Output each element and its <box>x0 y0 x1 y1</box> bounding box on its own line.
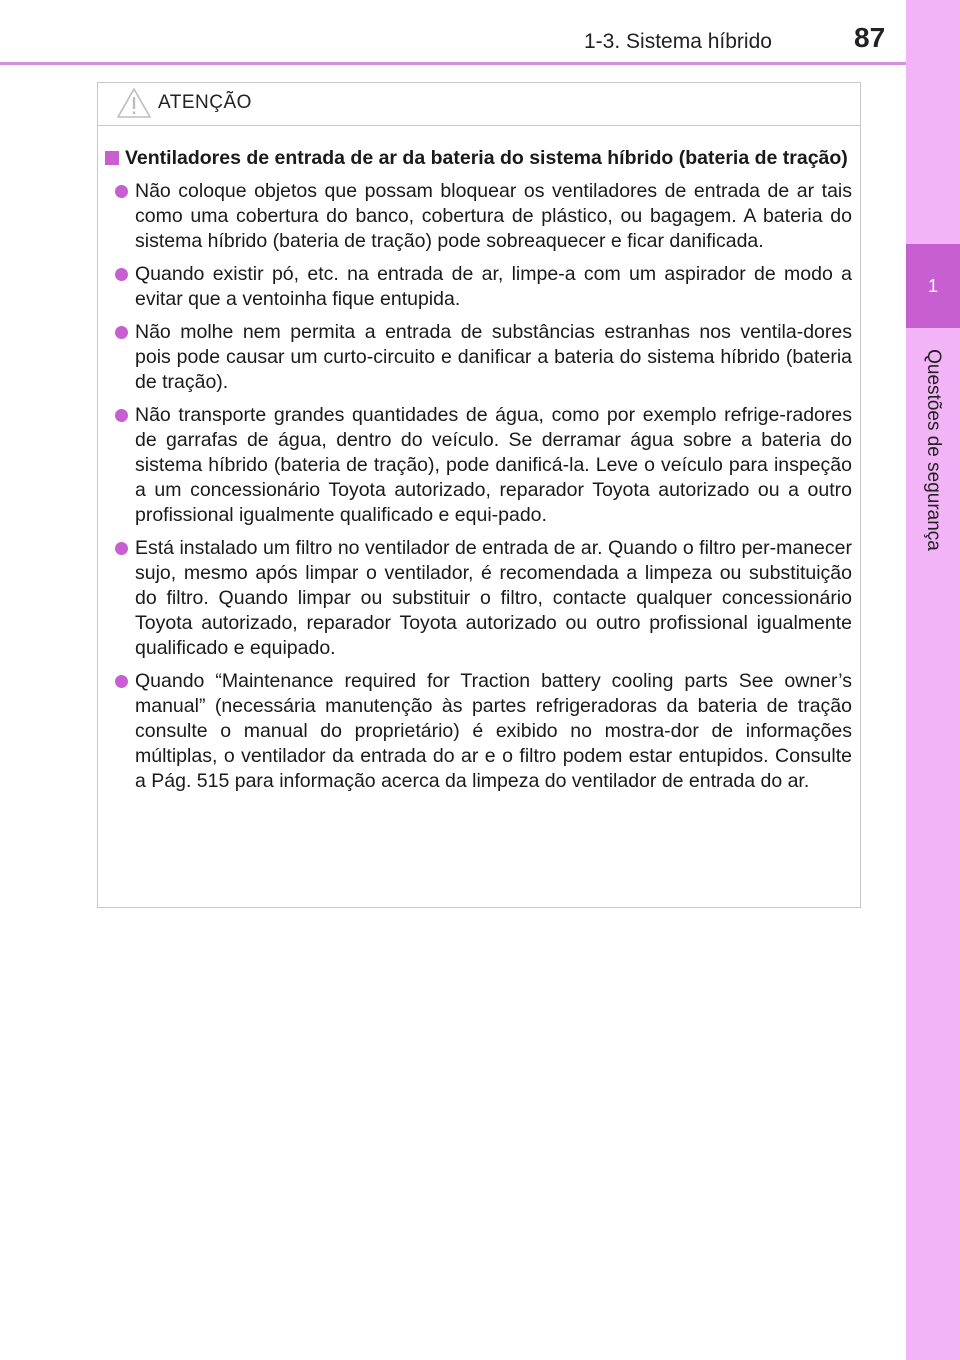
round-bullet-icon <box>115 675 128 688</box>
round-bullet-icon <box>115 185 128 198</box>
list-item <box>105 320 852 395</box>
warning-box <box>97 82 861 908</box>
list-item-text: Está instalado um filtro no ventilador de entrada de ar. Quando o filtro per-manecer sujo, mesmo após limpar o ventilador, é recomendada a limpeza ou substituição do filtro. Quando limpar ou substituir o filtro, contacte qualquer concessionário Toyota autorizado, reparador Toyota autorizado ou outro profissional igualmente qualificado e equipado. <box>135 537 852 659</box>
side-tab <box>906 0 960 1360</box>
list-item <box>105 536 852 661</box>
warning-heading <box>105 146 852 171</box>
section-title: 1-3. Sistema híbrido <box>584 30 772 53</box>
page-number: 87 <box>854 22 886 53</box>
header-rule <box>0 62 906 65</box>
warning-body <box>98 126 860 794</box>
round-bullet-icon <box>115 409 128 422</box>
side-tab-chapter-number: 1 <box>906 244 960 328</box>
side-tab-chapter-label: Questões de segurança <box>923 349 944 551</box>
list-item-text: Quando existir pó, etc. na entrada de ar, limpe-a com um aspirador de modo a evitar que a ventoinha fique entupida. <box>135 263 852 310</box>
warning-item-list <box>105 179 852 794</box>
round-bullet-icon <box>115 326 128 339</box>
round-bullet-icon <box>115 268 128 281</box>
list-item-text: Quando “Maintenance required for Traction battery cooling parts See owner’s manual” (necessária manutenção às partes refrigeradoras da bateria de tração consulte o manual do proprietário) é exibido no mostra-dor de informações múltiplas, o ventilador da entrada do ar e o filtro podem estar entupidos. Consulte a Pág. 515 para informação acerca da limpeza do ventilador de entrada do ar. <box>135 670 852 792</box>
list-item-text: Não transporte grandes quantidades de água, como por exemplo refrige-radores de garrafas de água, dentro do veículo. Se derramar água sobre a bateria do sistema híbrido (bateria de tração), pode danificá-la. Leve o veículo para inspeção a um concessionário Toyota autorizado, reparador Toyota autorizado ou a outro profissional igualmente qualificado e equi-pado. <box>135 404 852 526</box>
warning-heading-text: Ventiladores de entrada de ar da bateria do sistema híbrido (bateria de tração) <box>125 147 848 169</box>
round-bullet-icon <box>115 542 128 555</box>
list-item-text: Não coloque objetos que possam bloquear os ventiladores de entrada de ar tais como uma cobertura do banco, cobertura de plástico, ou bagagem. A bateria do sistema híbrido (bateria de tração) pode sobreaquecer e ficar danificada. <box>135 180 852 252</box>
list-item <box>105 262 852 312</box>
warning-triangle-icon <box>116 87 152 119</box>
list-item <box>105 669 852 794</box>
warning-title: ATENÇÃO <box>158 92 252 113</box>
list-item-text: Não molhe nem permita a entrada de substâncias estranhas nos ventila-dores pois pode causar um curto-circuito e danificar a bateria do sistema híbrido (bateria de tração). <box>135 321 852 393</box>
list-item <box>105 403 852 528</box>
square-bullet-icon <box>105 151 119 165</box>
warning-header <box>98 83 860 126</box>
list-item <box>105 179 852 254</box>
